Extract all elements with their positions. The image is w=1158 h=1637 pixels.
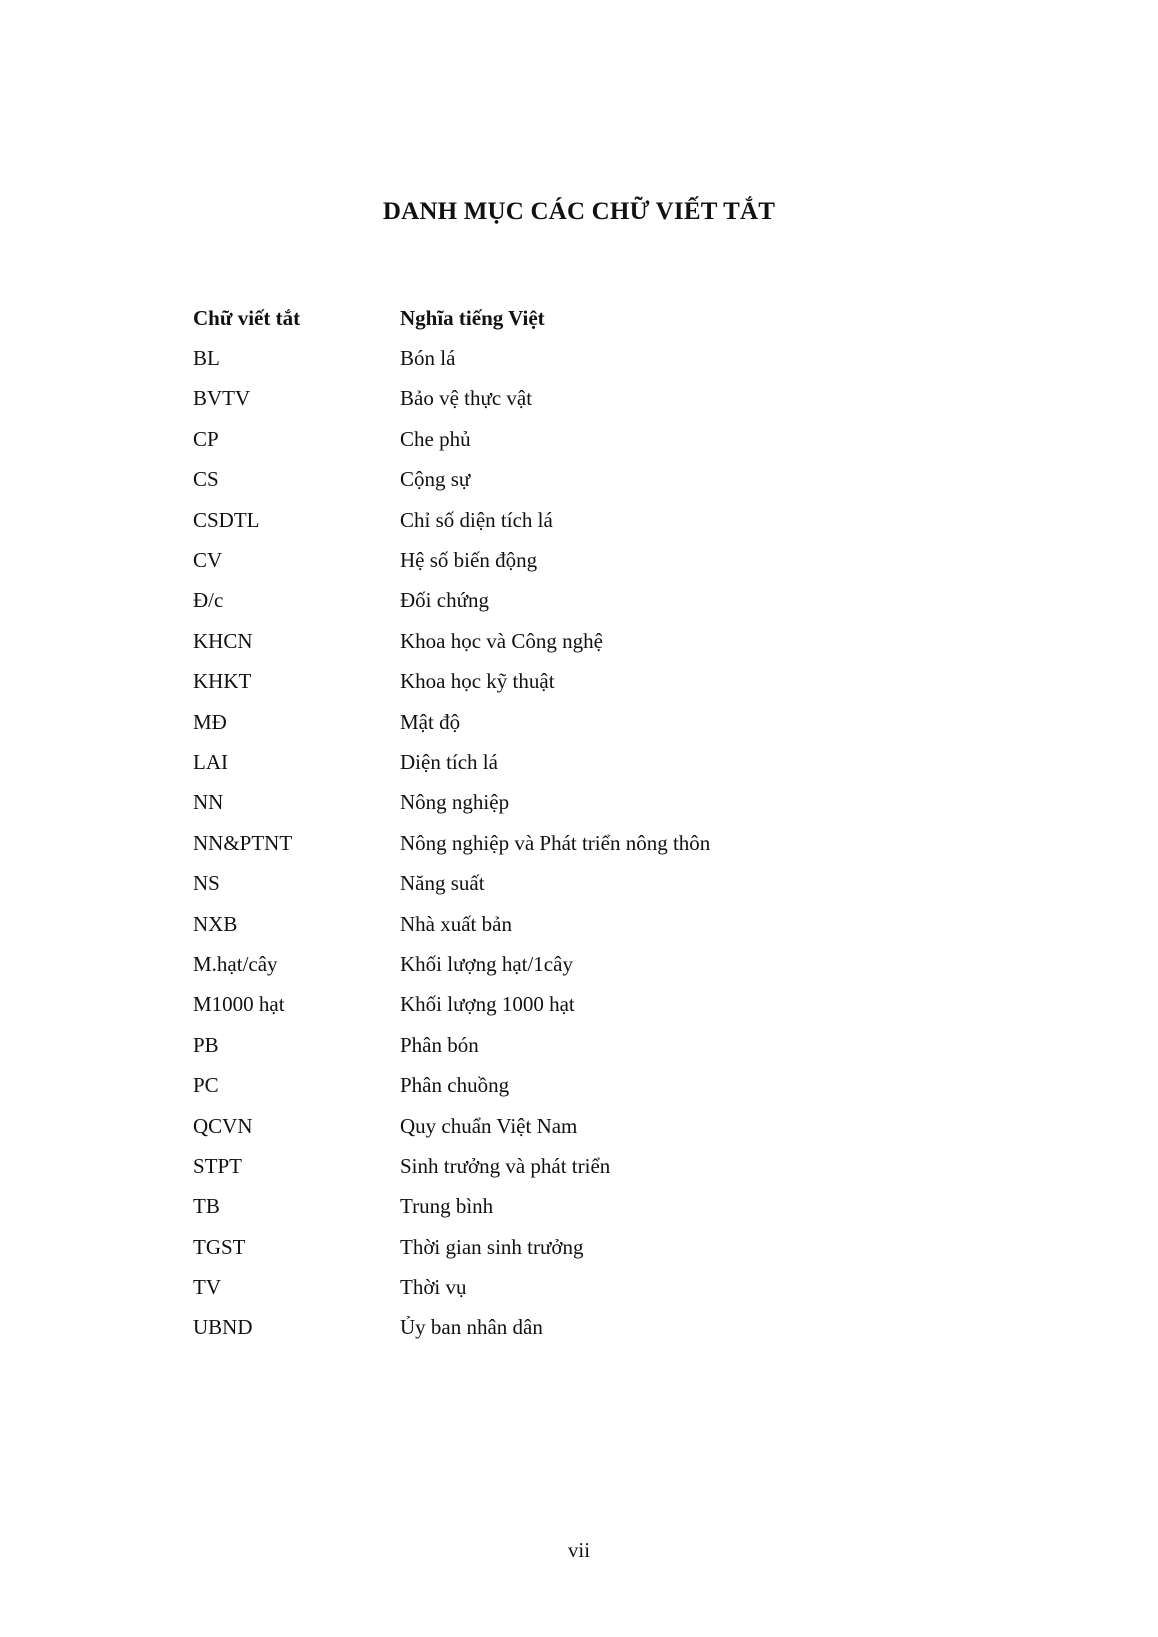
table-row (193, 944, 953, 984)
table-row (193, 338, 953, 378)
meaning-cell: Thời gian sinh trưởng (400, 1234, 584, 1259)
abbreviation-cell: CV (193, 548, 223, 573)
abbreviation-cell: TV (193, 1275, 221, 1300)
page-title: DANH MỤC CÁC CHỮ VIẾT TẮT (382, 198, 776, 225)
table-row (193, 1267, 953, 1307)
table-row (193, 460, 953, 500)
meaning-cell: Trung bình (400, 1194, 494, 1219)
abbreviation-cell: NN (193, 790, 224, 815)
table-row (193, 662, 953, 702)
table-row (193, 1065, 953, 1105)
table-row (193, 1146, 953, 1186)
abbreviation-cell: PB (193, 1032, 219, 1057)
table-body (193, 338, 953, 1348)
table-row (193, 904, 953, 944)
page-number: vii (567, 1538, 591, 1562)
meaning-cell: Cộng sự (400, 467, 471, 492)
meaning-cell: Nông nghiệp (400, 790, 510, 815)
table-row (193, 985, 953, 1025)
table-row (193, 419, 953, 459)
abbreviation-cell: NN&PTNT (193, 830, 293, 855)
abbreviation-cell: CS (193, 467, 219, 492)
meaning-cell: Năng suất (400, 871, 485, 896)
abbreviation-cell: Đ/c (193, 588, 224, 613)
meaning-cell: Bảo vệ thực vật (400, 386, 533, 411)
table-header-row (193, 298, 953, 338)
table-row (193, 823, 953, 863)
table-row (193, 500, 953, 540)
meaning-cell: Khối lượng 1000 hạt (400, 992, 575, 1017)
table-row (193, 1308, 953, 1348)
meaning-cell: Nhà xuất bản (400, 911, 512, 936)
meaning-cell: Phân bón (400, 1032, 479, 1057)
meaning-cell: Đối chứng (400, 588, 489, 613)
meaning-cell: Che phủ (400, 426, 471, 451)
meaning-cell: Nông nghiệp và Phát triển nông thôn (400, 830, 711, 855)
table-row (193, 783, 953, 823)
table-row (193, 1106, 953, 1146)
table-row (193, 1025, 953, 1065)
abbreviation-cell: BVTV (193, 386, 251, 411)
abbreviation-cell: NS (193, 871, 220, 896)
abbreviation-cell: TGST (193, 1234, 246, 1259)
meaning-cell: Khoa học kỹ thuật (400, 669, 555, 694)
abbreviation-table (193, 298, 953, 1348)
abbreviation-cell: M1000 hạt (193, 992, 285, 1017)
abbreviation-cell: BL (193, 346, 220, 371)
abbreviation-cell: TB (193, 1194, 220, 1219)
abbreviation-cell: PC (193, 1073, 219, 1098)
header-abbreviation: Chữ viết tắt (193, 305, 301, 330)
table-row (193, 581, 953, 621)
abbreviation-cell: UBND (193, 1315, 253, 1340)
table-row (193, 379, 953, 419)
abbreviation-cell: KHCN (193, 628, 253, 653)
meaning-cell: Diện tích lá (400, 749, 498, 774)
abbreviation-cell: LAI (193, 749, 228, 774)
abbreviation-cell: NXB (193, 911, 238, 936)
table-row (193, 863, 953, 903)
meaning-cell: Chỉ số diện tích lá (400, 507, 553, 532)
meaning-cell: Ủy ban nhân dân (400, 1315, 543, 1340)
header-meaning: Nghĩa tiếng Việt (400, 305, 545, 330)
meaning-cell: Thời vụ (400, 1275, 467, 1300)
abbreviation-cell: KHKT (193, 669, 252, 694)
table-row (193, 742, 953, 782)
meaning-cell: Khối lượng hạt/1cây (400, 951, 573, 976)
meaning-cell: Sinh trưởng và phát triển (400, 1153, 611, 1178)
meaning-cell: Quy chuẩn Việt Nam (400, 1113, 578, 1138)
table-row (193, 1187, 953, 1227)
meaning-cell: Phân chuồng (400, 1073, 510, 1098)
abbreviation-cell: QCVN (193, 1113, 253, 1138)
table-row (193, 1227, 953, 1267)
meaning-cell: Khoa học và Công nghệ (400, 628, 603, 653)
meaning-cell: Mật độ (400, 709, 461, 734)
table-row (193, 540, 953, 580)
abbreviation-cell: MĐ (193, 709, 227, 734)
meaning-cell: Bón lá (400, 346, 456, 371)
abbreviation-cell: M.hạt/cây (193, 951, 278, 976)
abbreviation-cell: CSDTL (193, 507, 260, 532)
table-row (193, 702, 953, 742)
abbreviation-cell: CP (193, 426, 219, 451)
table-row (193, 621, 953, 661)
meaning-cell: Hệ số biến động (400, 548, 538, 573)
abbreviation-cell: STPT (193, 1153, 243, 1178)
